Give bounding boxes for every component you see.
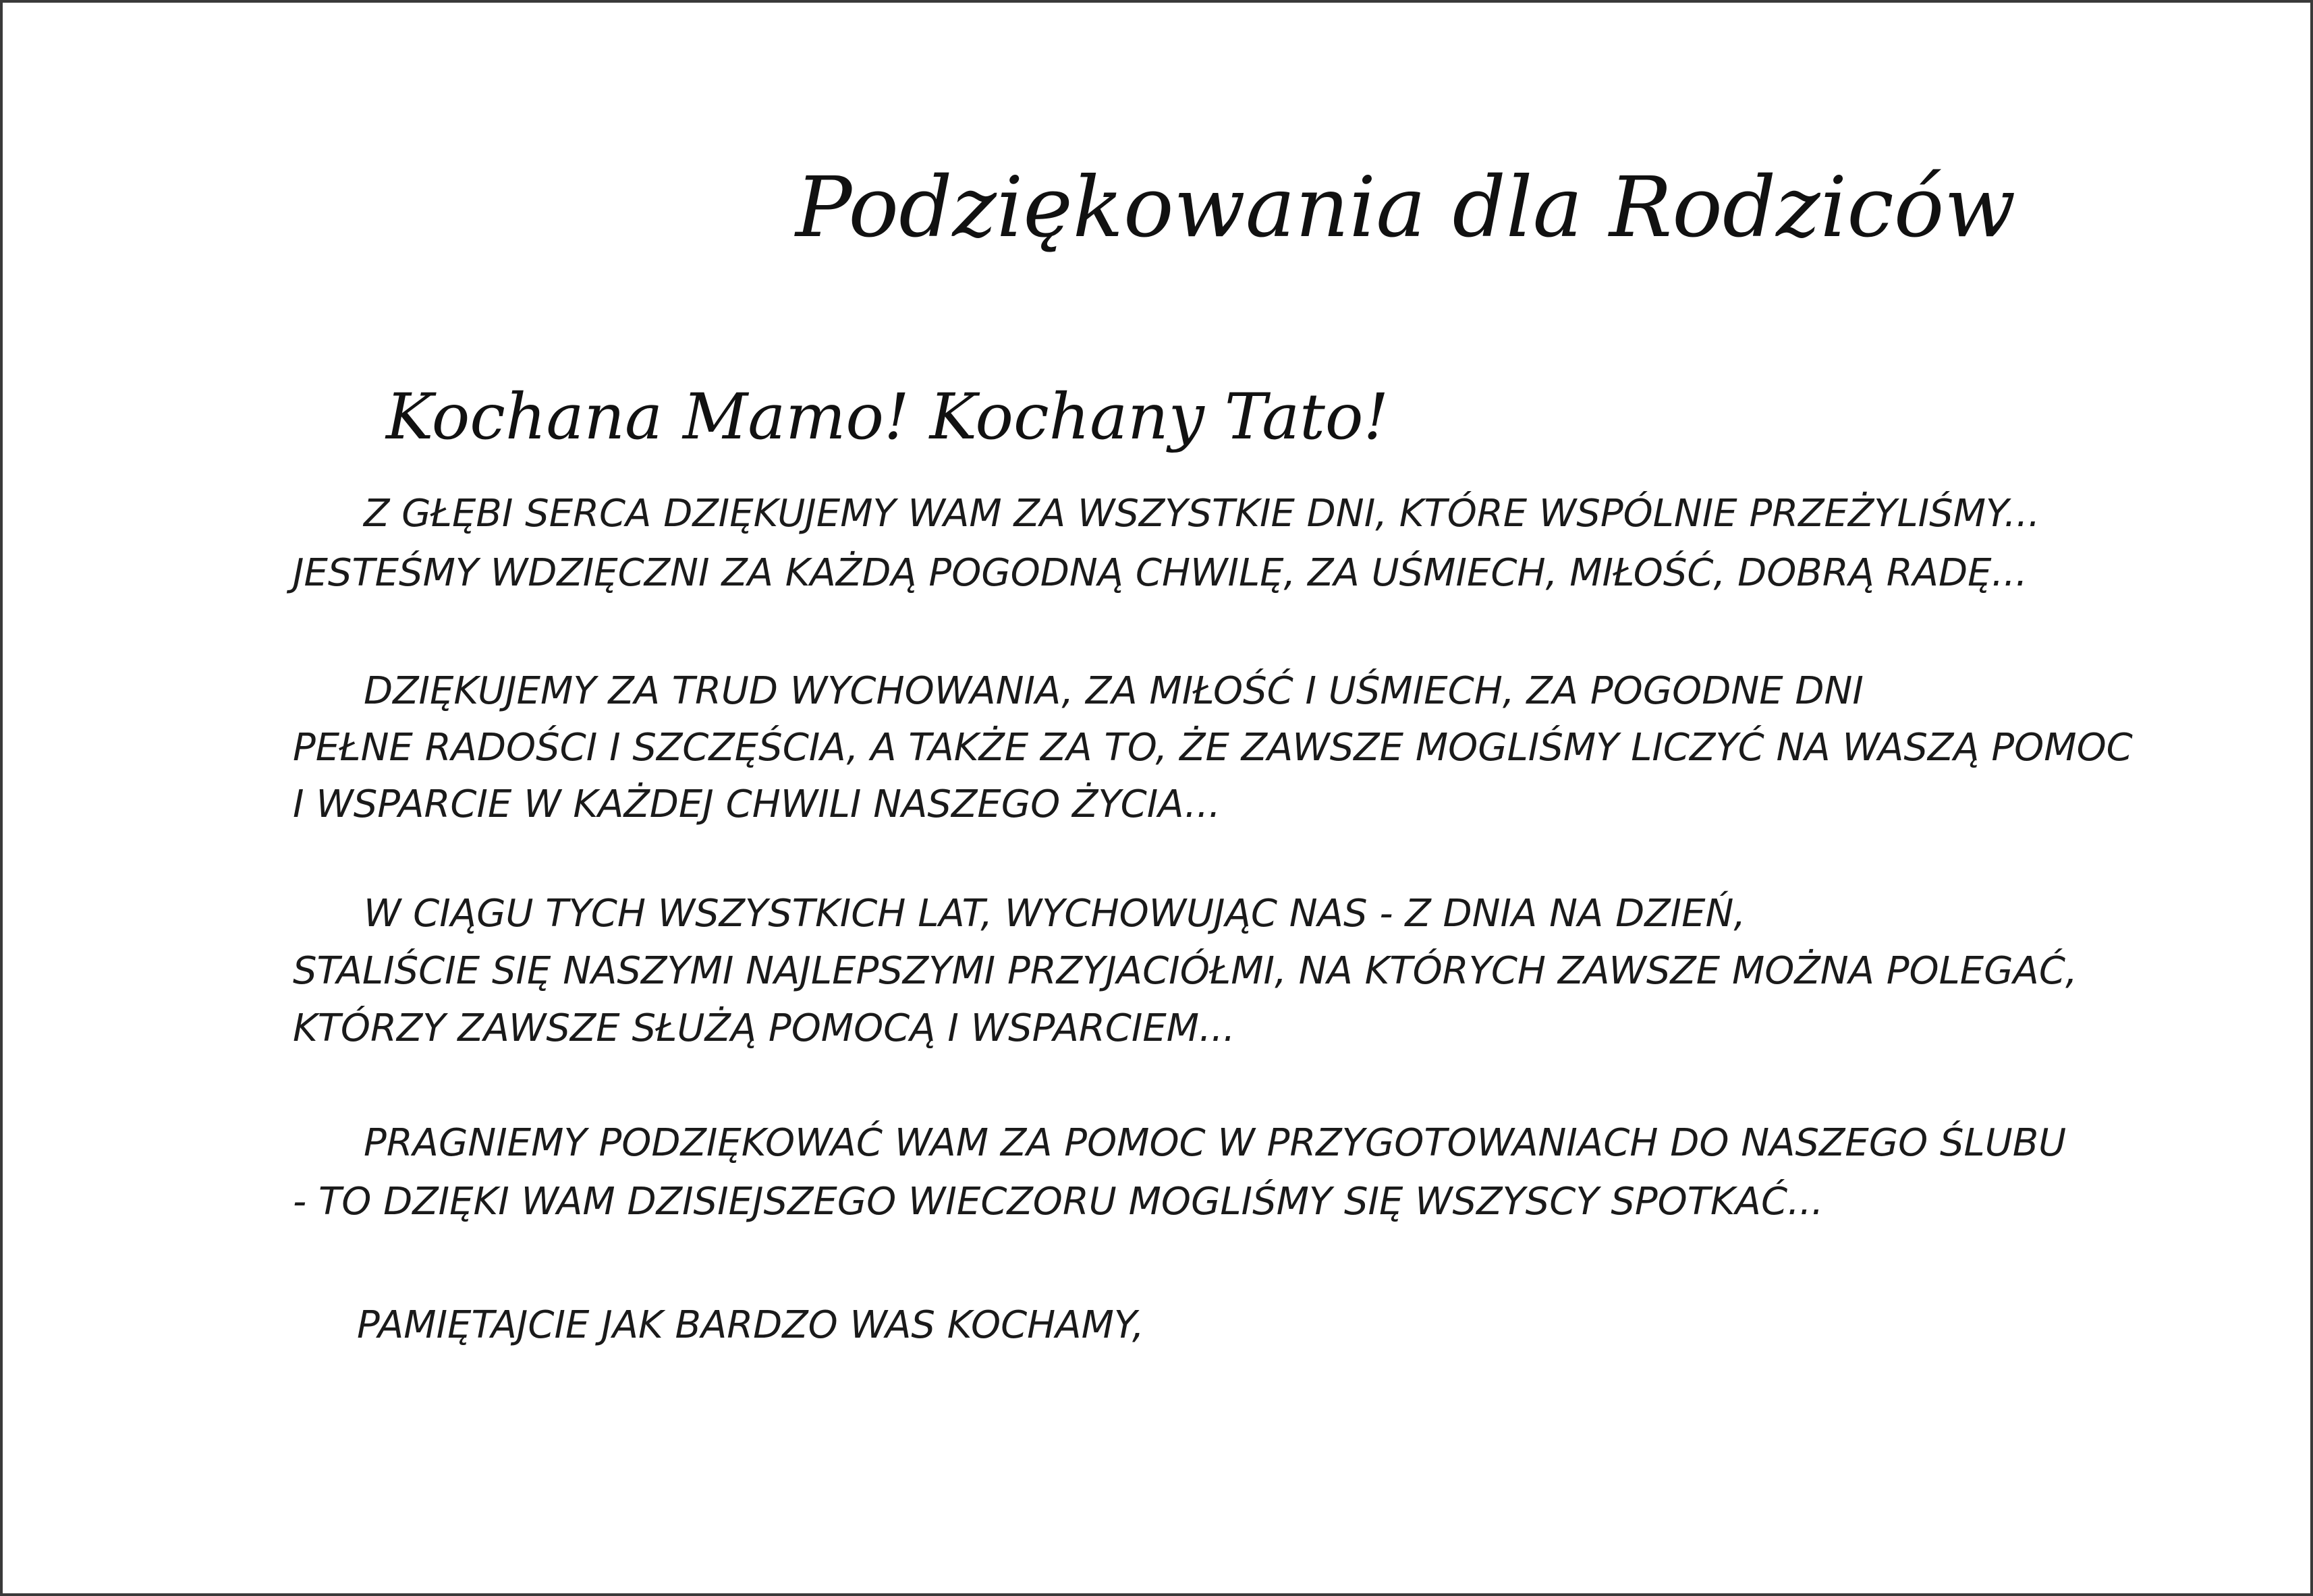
paragraph-3-line-3: KTÓRZY ZAWSZE SŁUŻĄ POMOCĄ I WSPARCIEM... xyxy=(293,1006,1235,1050)
page-title: Podziękowania dla Rodziców xyxy=(796,159,2016,256)
paragraph-1-line-2: JESTEŚMY WDZIĘCZNI ZA KAŻDĄ POGODNĄ CHWILĘ, ZA UŚMIECH, MIŁOŚĆ, DOBRĄ RADĘ... xyxy=(293,551,2028,595)
paragraph-4-line-1: PRAGNIEMY PODZIĘKOWAĆ WAM ZA POMOC W PRZYGOTOWANIACH DO NASZEGO ŚLUBU xyxy=(364,1121,2067,1165)
paragraph-2-line-2: PEŁNE RADOŚCI I SZCZĘŚCIA, A TAKŻE ZA TO, ŻE ZAWSZE MOGLIŚMY LICZYĆ NA WASZĄ POMOC xyxy=(293,726,2133,770)
paragraph-4-line-2: - TO DZIĘKI WAM DZISIEJSZEGO WIECZORU MOGLIŚMY SIĘ WSZYSCY SPOTKAĆ... xyxy=(293,1180,1824,1224)
greeting: Kochana Mamo! Kochany Tato! xyxy=(386,380,1389,454)
paragraph-2-line-3: I WSPARCIE W KAŻDEJ CHWILI NASZEGO ŻYCIA... xyxy=(293,782,1221,826)
paragraph-3-line-1: W CIĄGU TYCH WSZYSTKICH LAT, WYCHOWUJĄC NAS - Z DNIA NA DZIEŃ, xyxy=(364,892,1746,936)
paragraph-5-line-1: PAMIĘTAJCIE JAK BARDZO WAS KOCHAMY, xyxy=(357,1303,1144,1347)
paragraph-2-line-1: DZIĘKUJEMY ZA TRUD WYCHOWANIA, ZA MIŁOŚĆ I UŚMIECH, ZA POGODNE DNI xyxy=(364,669,1864,713)
paragraph-1-line-1: Z GŁĘBI SERCA DZIĘKUJEMY WAM ZA WSZYSTKIE DNI, KTÓRE WSPÓLNIE PRZEŻYLIŚMY... xyxy=(364,492,2040,536)
paragraph-3-line-2: STALIŚCIE SIĘ NASZYMI NAJLEPSZYMI PRZYJACIÓŁMI, NA KTÓRYCH ZAWSZE MOŻNA POLEGAĆ, xyxy=(293,949,2078,993)
